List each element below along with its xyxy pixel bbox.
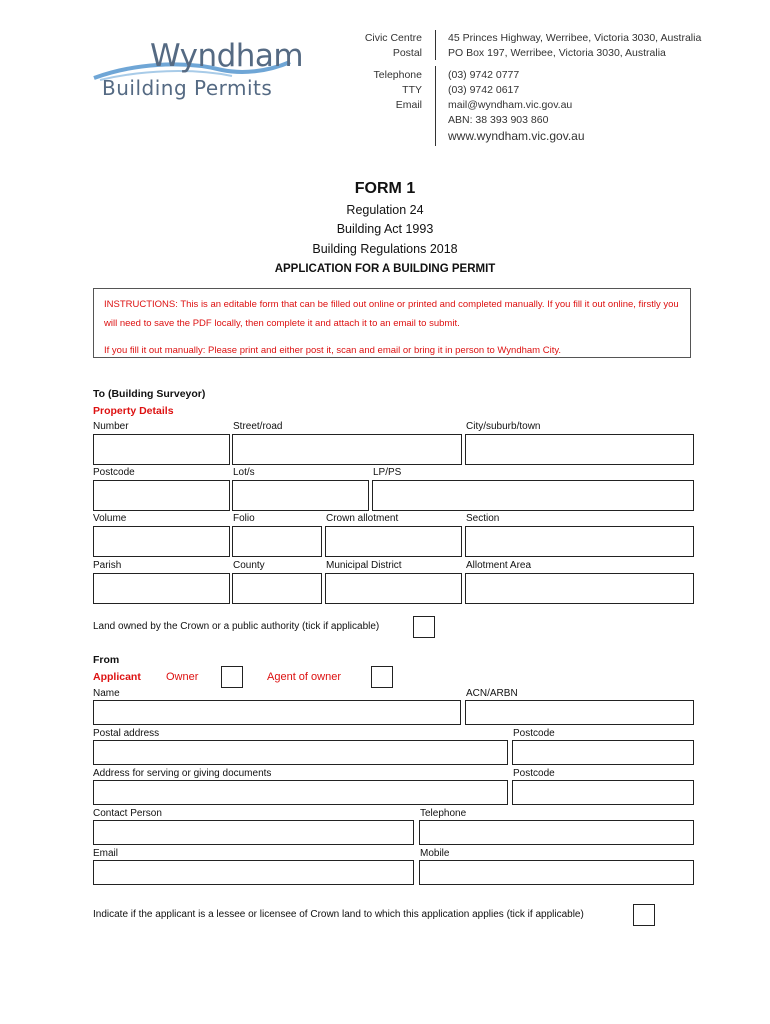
crown-lessee-label: Indicate if the applicant is a lessee or licensee of Crown land to which this application applies (tick if applicable) — [93, 909, 584, 920]
wyndham-logo — [92, 38, 302, 102]
serving-postcode-label: Postcode — [513, 768, 555, 779]
serving-address-input[interactable] — [93, 780, 508, 805]
postal-label: Postal — [392, 47, 422, 59]
postcode-input[interactable] — [93, 480, 230, 511]
abn-value: ABN: 38 393 903 860 — [448, 114, 549, 126]
email-value[interactable]: mail@wyndham.vic.gov.au — [448, 99, 573, 111]
county-label: County — [233, 560, 265, 571]
tty-label: TTY — [402, 84, 422, 96]
postal-postcode-input[interactable] — [512, 740, 694, 765]
instructions-manual-text: If you fill it out manually: Please print and either post it, scan and email or bring it in person to Wyndham City. — [104, 345, 562, 356]
parish-input[interactable] — [93, 573, 230, 604]
serving-address-label: Address for serving or giving documents — [93, 768, 272, 779]
street-label: Street/road — [233, 421, 283, 432]
postal-address-input[interactable] — [93, 740, 508, 765]
telephone-value: (03) 9742 0777 — [448, 69, 520, 81]
telephone-field-label: Telephone — [420, 808, 467, 819]
number-input[interactable] — [93, 434, 230, 465]
property-details-heading: Property Details — [93, 405, 174, 417]
to-building-surveyor-heading: To (Building Surveyor) — [93, 388, 206, 400]
county-input[interactable] — [232, 573, 322, 604]
acn-input[interactable] — [465, 700, 694, 725]
postal-postcode-label: Postcode — [513, 728, 555, 739]
serving-postcode-input[interactable] — [512, 780, 694, 805]
lpps-label: LP/PS — [373, 467, 402, 478]
instructions-text: INSTRUCTIONS: This is an editable form that can be filled out online or printed and completed manually. If you fill it out online, firstly you will need to save the PDF locally, then complete it and attach it to an email to submit. — [104, 299, 679, 329]
contact-divider-bottom — [435, 66, 436, 146]
postcode-label: Postcode — [93, 467, 135, 478]
contact-person-label: Contact Person — [93, 808, 162, 819]
regulations-line: Building Regulations 2018 — [312, 242, 458, 256]
act-line: Building Act 1993 — [336, 222, 434, 236]
crown-allotment-input[interactable] — [325, 526, 462, 557]
lots-input[interactable] — [232, 480, 369, 511]
crown-allotment-label: Crown allotment — [326, 513, 399, 524]
crown-lessee-checkbox[interactable] — [633, 904, 655, 926]
volume-input[interactable] — [93, 526, 230, 557]
email-field-label: Email — [93, 848, 119, 859]
municipal-district-label: Municipal District — [326, 560, 402, 571]
agent-of-owner-checkbox[interactable] — [371, 666, 393, 688]
tty-value: (03) 9742 0617 — [448, 84, 520, 96]
name-input[interactable] — [93, 700, 461, 725]
lots-label: Lot/s — [233, 467, 255, 478]
telephone-label: Telephone — [373, 69, 422, 81]
agent-of-owner-label: Agent of owner — [267, 671, 341, 683]
allotment-area-input[interactable] — [465, 573, 694, 604]
crown-land-label: Land owned by the Crown or a public authority (tick if applicable) — [93, 621, 380, 632]
mobile-input[interactable] — [419, 860, 694, 885]
email-input[interactable] — [93, 860, 414, 885]
contact-divider-top — [435, 30, 436, 60]
contact-person-input[interactable] — [93, 820, 414, 845]
telephone-input[interactable] — [419, 820, 694, 845]
allotment-area-label: Allotment Area — [466, 560, 532, 571]
civic-centre-label: Civic Centre — [364, 32, 422, 44]
folio-input[interactable] — [232, 526, 322, 557]
municipal-district-input[interactable] — [325, 573, 462, 604]
street-input[interactable] — [232, 434, 462, 465]
website-link[interactable]: www.wyndham.vic.gov.au — [448, 129, 585, 143]
city-input[interactable] — [465, 434, 694, 465]
volume-label: Volume — [93, 513, 127, 524]
owner-label: Owner — [166, 671, 199, 683]
application-title: APPLICATION FOR A BUILDING PERMIT — [274, 263, 496, 275]
civic-centre-address: 45 Princes Highway, Werribee, Victoria 3030, Australia — [448, 32, 702, 44]
mobile-label: Mobile — [420, 848, 450, 859]
logo-subtitle: Building Permits — [102, 76, 273, 100]
logo-title: Wyndham — [150, 38, 304, 74]
section-label: Section — [466, 513, 500, 524]
folio-label: Folio — [233, 513, 255, 524]
parish-label: Parish — [93, 560, 122, 571]
from-heading: From — [93, 654, 120, 666]
acn-label: ACN/ARBN — [466, 688, 518, 699]
crown-land-checkbox[interactable] — [413, 616, 435, 638]
email-label: Email — [395, 99, 422, 111]
section-input[interactable] — [465, 526, 694, 557]
name-label: Name — [93, 688, 120, 699]
form-title: FORM 1 — [354, 180, 416, 197]
regulation-line: Regulation 24 — [346, 203, 424, 217]
owner-checkbox[interactable] — [221, 666, 243, 688]
instructions-box — [93, 288, 691, 358]
applicant-heading: Applicant — [93, 671, 141, 683]
postal-address: PO Box 197, Werribee, Victoria 3030, Australia — [448, 47, 666, 59]
lpps-input[interactable] — [372, 480, 694, 511]
city-label: City/suburb/town — [466, 421, 541, 432]
postal-address-label: Postal address — [93, 728, 160, 739]
number-label: Number — [93, 421, 129, 432]
